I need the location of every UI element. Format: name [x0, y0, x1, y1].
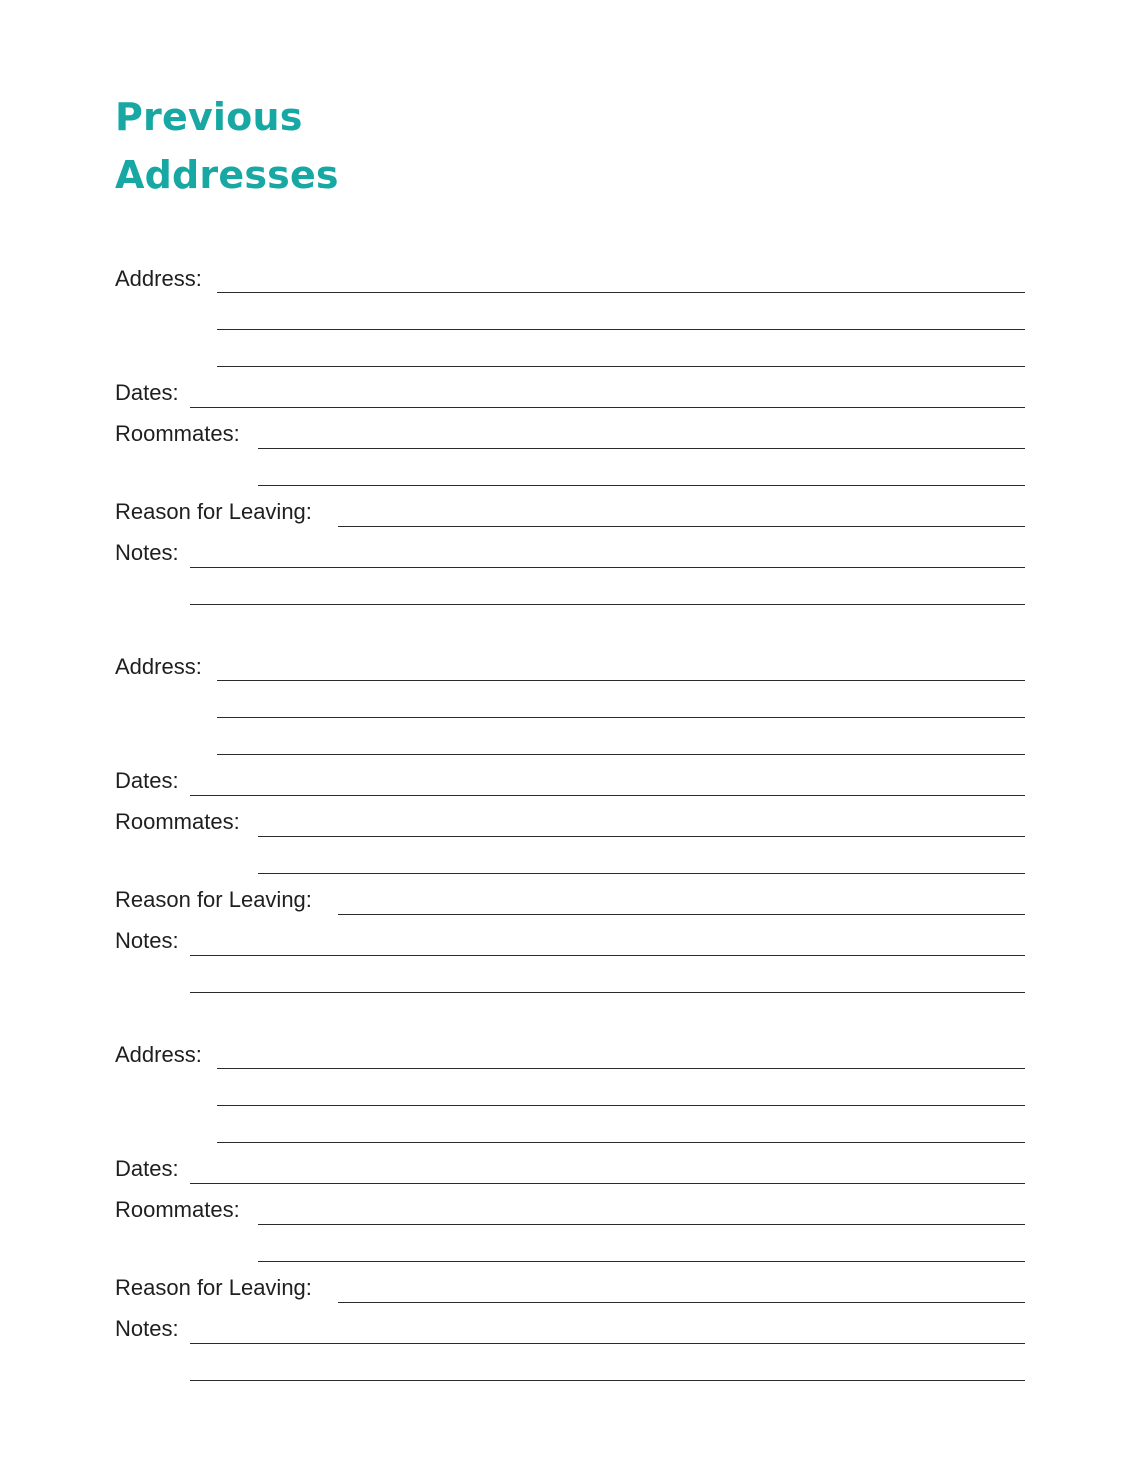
notes-write-line[interactable]	[190, 567, 1025, 568]
address-write-line[interactable]	[217, 1105, 1025, 1106]
reason-label: Reason for Leaving:	[115, 1275, 312, 1300]
notes-write-line[interactable]	[190, 1343, 1025, 1344]
notes-label: Notes:	[115, 928, 179, 953]
dates-write-line[interactable]	[190, 795, 1025, 796]
roommates-label: Roommates:	[115, 809, 240, 834]
reason-label: Reason for Leaving:	[115, 887, 312, 912]
address-write-line[interactable]	[217, 717, 1025, 718]
address-write-line[interactable]	[217, 1068, 1025, 1069]
roommates-write-line[interactable]	[258, 1261, 1025, 1262]
notes-write-line[interactable]	[190, 604, 1025, 605]
notes-write-line[interactable]	[190, 1380, 1025, 1381]
notes-label: Notes:	[115, 1316, 179, 1341]
roommates-write-line[interactable]	[258, 836, 1025, 837]
roommates-label: Roommates:	[115, 1197, 240, 1222]
roommates-write-line[interactable]	[258, 873, 1025, 874]
address-write-line[interactable]	[217, 1142, 1025, 1143]
dates-label: Dates:	[115, 768, 179, 793]
reason-write-line[interactable]	[338, 914, 1025, 915]
roommates-write-line[interactable]	[258, 485, 1025, 486]
dates-write-line[interactable]	[190, 407, 1025, 408]
address-label: Address:	[115, 266, 202, 291]
reason-write-line[interactable]	[338, 1302, 1025, 1303]
roommates-write-line[interactable]	[258, 1224, 1025, 1225]
page-title	[115, 88, 339, 204]
address-write-line[interactable]	[217, 329, 1025, 330]
notes-write-line[interactable]	[190, 992, 1025, 993]
address-write-line[interactable]	[217, 680, 1025, 681]
address-label: Address:	[115, 654, 202, 679]
dates-label: Dates:	[115, 1156, 179, 1181]
address-write-line[interactable]	[217, 754, 1025, 755]
dates-label: Dates:	[115, 380, 179, 405]
reason-label: Reason for Leaving:	[115, 499, 312, 524]
address-write-line[interactable]	[217, 366, 1025, 367]
roommates-label: Roommates:	[115, 421, 240, 446]
address-label: Address:	[115, 1042, 202, 1067]
notes-label: Notes:	[115, 540, 179, 565]
notes-write-line[interactable]	[190, 955, 1025, 956]
dates-write-line[interactable]	[190, 1183, 1025, 1184]
roommates-write-line[interactable]	[258, 448, 1025, 449]
title-line-2: Addresses	[115, 153, 339, 197]
address-write-line[interactable]	[217, 292, 1025, 293]
reason-write-line[interactable]	[338, 526, 1025, 527]
title-line-1: Previous	[115, 95, 303, 139]
